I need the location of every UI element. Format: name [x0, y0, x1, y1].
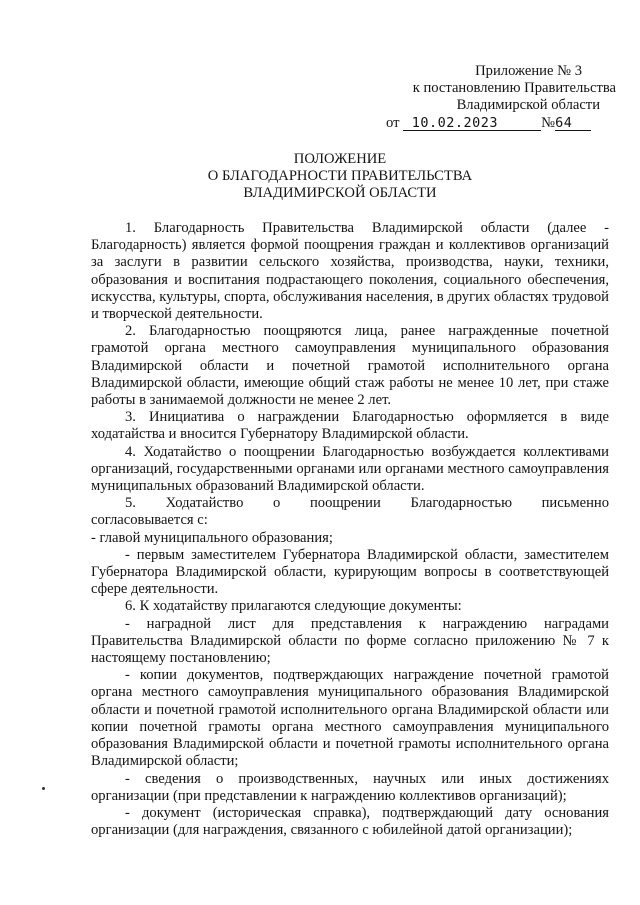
paragraph-1: 1. Благодарность Правительства Владимирской области (далее - Благодарность) является формой поощрения граждан и коллективов организаций за заслуги в развитии сельского хозяйства, производства, науки, техники, образования и воспитания подрастающего поколения, социального обеспечения, искусства, культуры, спорта, обслуживания населения, в других областях трудовой и творческой деятельности.: [91, 220, 609, 323]
paragraph-5-item-1: - главой муниципального образования;: [91, 529, 333, 546]
date-prefix: от: [386, 114, 400, 131]
paragraph-6-item-2: - копии документов, подтверждающих награждение почетной грамотой органа местного самоуправления муниципального образования Владимирской области и почетной грамотой исполнительного органа Владимирской области или копии почетной грамоты органа местного самоуправления муниципального образования Владимирской области и почетной грамоты исполнительного органа Владимирской области;: [91, 667, 609, 770]
title-line-3: ВЛАДИМИРСКОЙ ОБЛАСТИ: [243, 185, 437, 202]
paragraph-6: 6. К ходатайству прилагаются следующие документы:: [125, 598, 462, 615]
region-name: Владимирской области: [456, 97, 600, 114]
document-body: [91, 220, 609, 839]
resolution-number: 64: [555, 116, 591, 131]
paragraph-5-item-2: - первым заместителем Губернатора Владимирской области, заместителем Губернатора Владимирской области, курирующим вопросы в соответствующей сфере деятельности.: [91, 546, 609, 598]
scan-speck: [42, 787, 45, 790]
paragraph-6-item-3: - сведения о производственных, научных или иных достижениях организации (при представлении к награждению коллективов организаций);: [91, 770, 609, 804]
document-title: [0, 151, 640, 203]
paragraph-5-line-1: 5. Ходатайство о поощрении Благодарностью письменно: [125, 495, 609, 512]
resolution-date-number: [386, 115, 616, 132]
resolution-date: 10.02.2023: [403, 116, 541, 131]
number-prefix: №: [541, 114, 556, 131]
appendix-number: Приложение № 3: [475, 63, 582, 79]
paragraph-5-line-2: согласовывается с:: [91, 512, 208, 529]
title-line-1: ПОЛОЖЕНИЕ: [293, 151, 387, 167]
paragraph-2: 2. Благодарностью поощряются лица, ранее награжденные почетной грамотой органа местного самоуправления муниципального образования Владимирской области и почетной грамотой исполнительного органа Владимирской области, имеющие общий стаж работы не менее 10 лет, при стаже работы в занимаемой должности не менее 2 лет.: [91, 323, 609, 409]
paragraph-6-item-1: - наградной лист для представления к награждению наградами Правительства Владимирской области по форме согласно приложению № 7 к настоящему постановлению;: [91, 615, 609, 667]
resolution-reference: к постановлению Правительства: [412, 80, 616, 97]
paragraph-3: 3. Инициатива о награждении Благодарностью оформляется в виде ходатайства и вносится Губернатору Владимирской области.: [91, 409, 609, 443]
title-line-2: О БЛАГОДАРНОСТИ ПРАВИТЕЛЬСТВА: [207, 168, 473, 185]
paragraph-4: 4. Ходатайство о поощрении Благодарностью возбуждается коллективами организаций, государственными органами или органами местного самоуправления муниципальных образований Владимирской области.: [91, 443, 609, 495]
appendix-header: [386, 63, 616, 132]
paragraph-6-item-4: - документ (историческая справка), подтверждающий дату основания организации (для награждения, связанного с юбилейной датой организации);: [91, 804, 609, 839]
